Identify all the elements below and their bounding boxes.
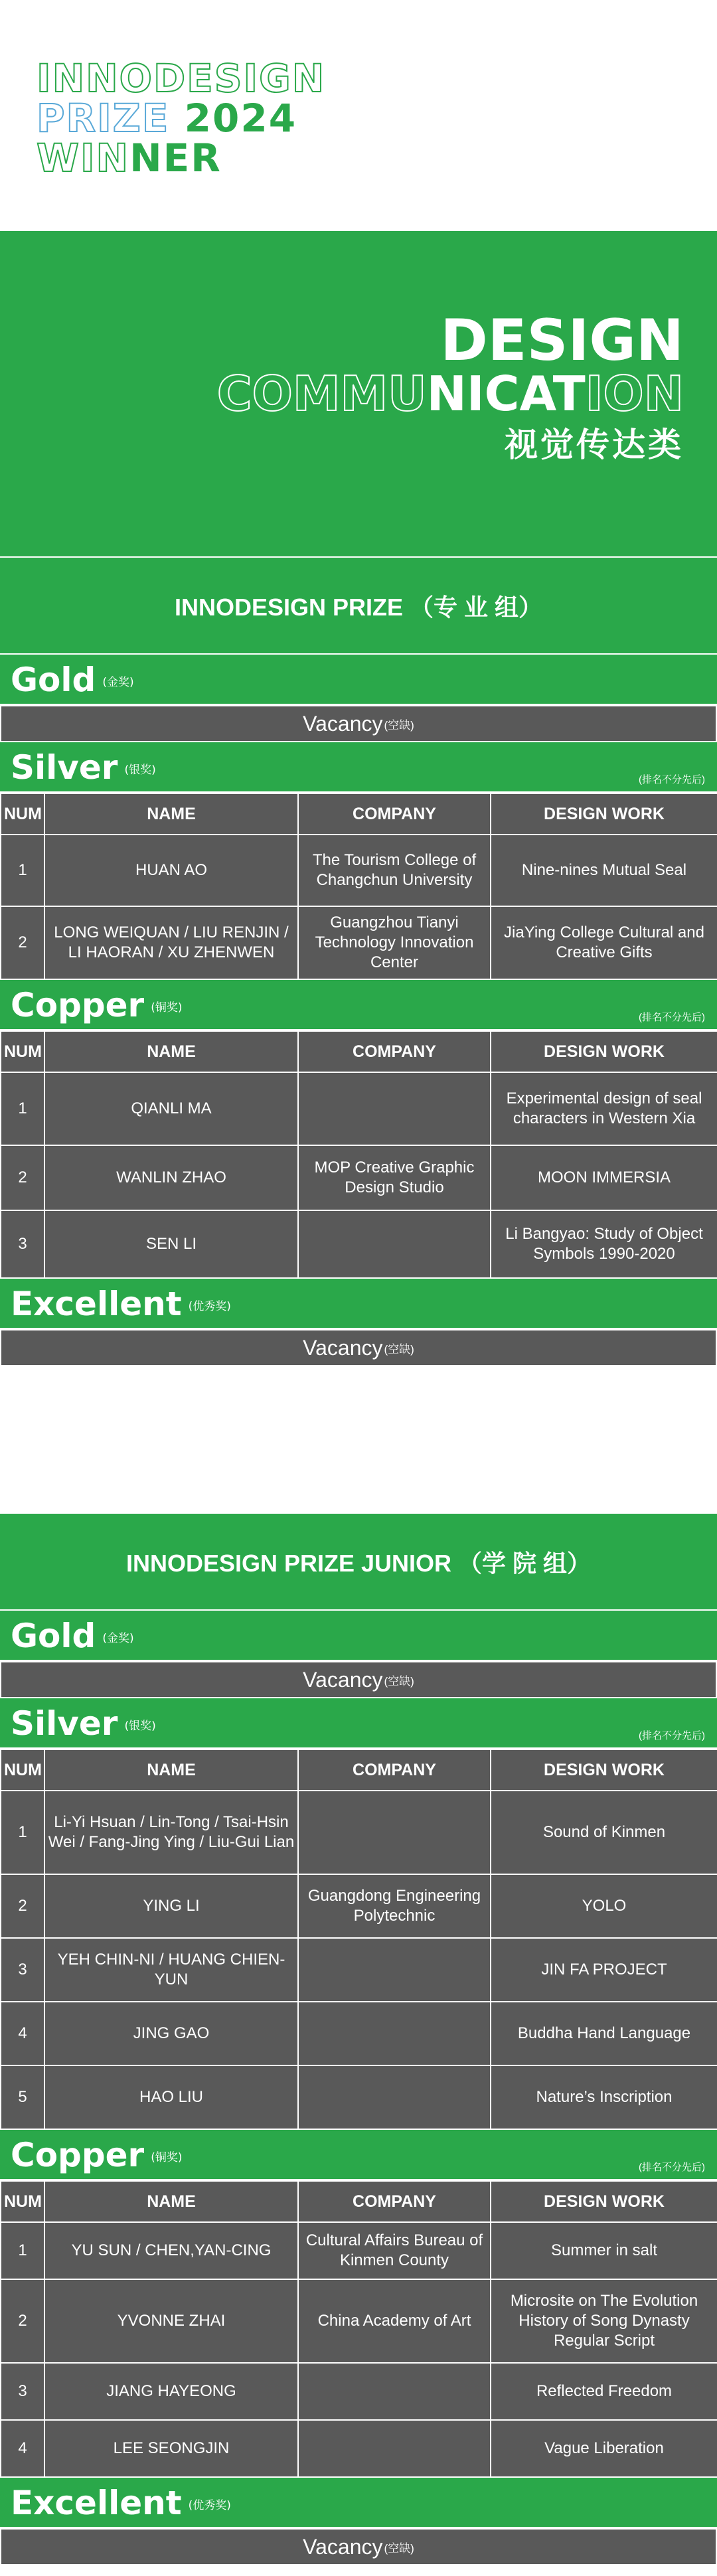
logo-year: 2024 [184, 96, 297, 141]
col-company: COMPANY [298, 793, 491, 835]
excellent-award-header: Excellent (优秀奖) [0, 1279, 717, 1329]
cell-num: 3 [1, 1210, 44, 1278]
table-row [1, 1145, 717, 1210]
col-work: DESIGN WORK [491, 1031, 717, 1072]
cell-company: Guangzhou Tianyi Technology Innovation Center [298, 906, 491, 979]
gold-vacancy: Vacancy (空缺) [0, 705, 717, 742]
cell-company: Guangdong Engineering Polytechnic [298, 1874, 491, 1938]
col-name: NAME [44, 1749, 298, 1791]
col-name: NAME [44, 1031, 298, 1072]
table-row [1, 2279, 717, 2363]
cell-work: YOLO [491, 1874, 717, 1938]
ranking-note: (排名不分先后) [639, 2162, 705, 2173]
cell-work: Sound of Kinmen [491, 1791, 717, 1874]
table-header-row [1, 793, 717, 835]
cell-name: QIANLI MA [44, 1072, 298, 1145]
cell-work: Li Bangyao: Study of Object Symbols 1990-2020 [491, 1210, 717, 1278]
professional-section [0, 556, 717, 1366]
table-header-row [1, 2181, 717, 2222]
col-company: COMPANY [298, 2181, 491, 2222]
cell-name: WANLIN ZHAO [44, 1145, 298, 1210]
col-company: COMPANY [298, 1749, 491, 1791]
cell-company [298, 2420, 491, 2477]
cell-num: 2 [1, 906, 44, 979]
category-title-communication: COMMUNICATION [216, 366, 684, 422]
cell-company [298, 1072, 491, 1145]
table-row [1, 835, 717, 906]
cell-company: Cultural Affairs Bureau of Kinmen County [298, 2222, 491, 2279]
cell-num: 2 [1, 1874, 44, 1938]
cell-work: Experimental design of seal characters in Western Xia [491, 1072, 717, 1145]
copper-award-header: Copper (铜奖) (排名不分先后) [0, 980, 717, 1030]
table-row [1, 2065, 717, 2129]
cell-num: 1 [1, 1791, 44, 1874]
cell-name: YU SUN / CHEN,YAN-CING [44, 2222, 298, 2279]
cell-num: 3 [1, 2363, 44, 2420]
category-title-chinese: 视觉传达类 [505, 426, 684, 463]
cell-work: Microsite on The Evolution History of Song Dynasty Regular Script [491, 2279, 717, 2363]
section-title: INNODESIGN PRIZE JUNIOR （学 院 组） [0, 1512, 717, 1611]
cell-name: JING GAO [44, 2002, 298, 2065]
silver-winners-table [0, 793, 717, 980]
category-title-design: DESIGN [440, 307, 684, 374]
cell-num: 1 [1, 835, 44, 906]
excellent-vacancy: Vacancy (空缺) [0, 2528, 717, 2565]
cell-work: Buddha Hand Language [491, 2002, 717, 2065]
excellent-vacancy: Vacancy (空缺) [0, 1329, 717, 1366]
copper-winners-table [0, 1030, 717, 1279]
cell-name: Li-Yi Hsuan / Lin-Tong / Tsai-Hsin Wei / Fang-Jing Ying / Liu-Gui Lian [44, 1791, 298, 1874]
col-num: NUM [1, 2181, 44, 2222]
col-num: NUM [1, 793, 44, 835]
cell-name: SEN LI [44, 1210, 298, 1278]
table-header-row [1, 1749, 717, 1791]
ranking-note: (排名不分先后) [639, 1730, 705, 1741]
cell-company: China Academy of Art [298, 2279, 491, 2363]
logo-line-3: WINNER [37, 135, 222, 181]
col-company: COMPANY [298, 1031, 491, 1072]
excellent-award-header: Excellent (优秀奖) [0, 2478, 717, 2528]
cell-company [298, 1938, 491, 2002]
cell-work: Nine-nines Mutual Seal [491, 835, 717, 906]
col-work: DESIGN WORK [491, 2181, 717, 2222]
cell-name: HAO LIU [44, 2065, 298, 2129]
table-row [1, 2222, 717, 2279]
cell-name: LONG WEIQUAN / LIU RENJIN / LI HAORAN / XU ZHENWEN [44, 906, 298, 979]
cell-num: 4 [1, 2420, 44, 2477]
cell-num: 5 [1, 2065, 44, 2129]
logo-line-1: INNODESIGN [37, 56, 326, 101]
table-row [1, 1210, 717, 1278]
winner-logo [37, 56, 326, 185]
ranking-note: (排名不分先后) [639, 774, 705, 785]
gold-vacancy: Vacancy (空缺) [0, 1661, 717, 1698]
section-title: INNODESIGN PRIZE （专 业 组） [0, 556, 717, 655]
cell-work: JIN FA PROJECT [491, 1938, 717, 2002]
cell-company [298, 1791, 491, 1874]
silver-winners-table [0, 1749, 717, 2130]
copper-winners-table [0, 2180, 717, 2478]
cell-num: 2 [1, 1145, 44, 1210]
cell-work: MOON IMMERSIA [491, 1145, 717, 1210]
ranking-note: (排名不分先后) [639, 1012, 705, 1023]
junior-section [0, 1512, 717, 2565]
cell-name: HUAN AO [44, 835, 298, 906]
cell-work: Vague Liberation [491, 2420, 717, 2477]
cell-num: 1 [1, 2222, 44, 2279]
cell-company [298, 1210, 491, 1278]
col-name: NAME [44, 2181, 298, 2222]
table-row [1, 2002, 717, 2065]
cell-work: JiaYing College Cultural and Creative Gifts [491, 906, 717, 979]
col-work: DESIGN WORK [491, 1749, 717, 1791]
table-row [1, 1938, 717, 2002]
col-num: NUM [1, 1749, 44, 1791]
col-name: NAME [44, 793, 298, 835]
cell-company [298, 2363, 491, 2420]
cell-work: Summer in salt [491, 2222, 717, 2279]
cell-num: 4 [1, 2002, 44, 2065]
gold-award-header: Gold (金奖) [0, 1611, 717, 1661]
table-row [1, 1791, 717, 1874]
copper-award-header: Copper (铜奖) (排名不分先后) [0, 2130, 717, 2180]
cell-company: MOP Creative Graphic Design Studio [298, 1145, 491, 1210]
cell-company [298, 2002, 491, 2065]
cell-name: YVONNE ZHAI [44, 2279, 298, 2363]
cell-name: JIANG HAYEONG [44, 2363, 298, 2420]
table-row [1, 1874, 717, 1938]
gold-award-header: Gold (金奖) [0, 655, 717, 705]
silver-award-header: Silver (银奖) (排名不分先后) [0, 1698, 717, 1749]
table-row [1, 1072, 717, 1145]
cell-name: LEE SEONGJIN [44, 2420, 298, 2477]
table-row [1, 2363, 717, 2420]
table-header-row [1, 1031, 717, 1072]
cell-name: YING LI [44, 1874, 298, 1938]
cell-company [298, 2065, 491, 2129]
table-row [1, 906, 717, 979]
category-banner [0, 231, 717, 556]
cell-work: Nature’s Inscription [491, 2065, 717, 2129]
cell-work: Reflected Freedom [491, 2363, 717, 2420]
table-row [1, 2420, 717, 2477]
col-work: DESIGN WORK [491, 793, 717, 835]
cell-company: The Tourism College of Changchun University [298, 835, 491, 906]
logo-line-2: PRIZE 2024 [37, 96, 297, 141]
cell-num: 2 [1, 2279, 44, 2363]
silver-award-header: Silver (银奖) (排名不分先后) [0, 742, 717, 793]
col-num: NUM [1, 1031, 44, 1072]
cell-name: YEH CHIN-NI / HUANG CHIEN-YUN [44, 1938, 298, 2002]
cell-num: 3 [1, 1938, 44, 2002]
cell-num: 1 [1, 1072, 44, 1145]
